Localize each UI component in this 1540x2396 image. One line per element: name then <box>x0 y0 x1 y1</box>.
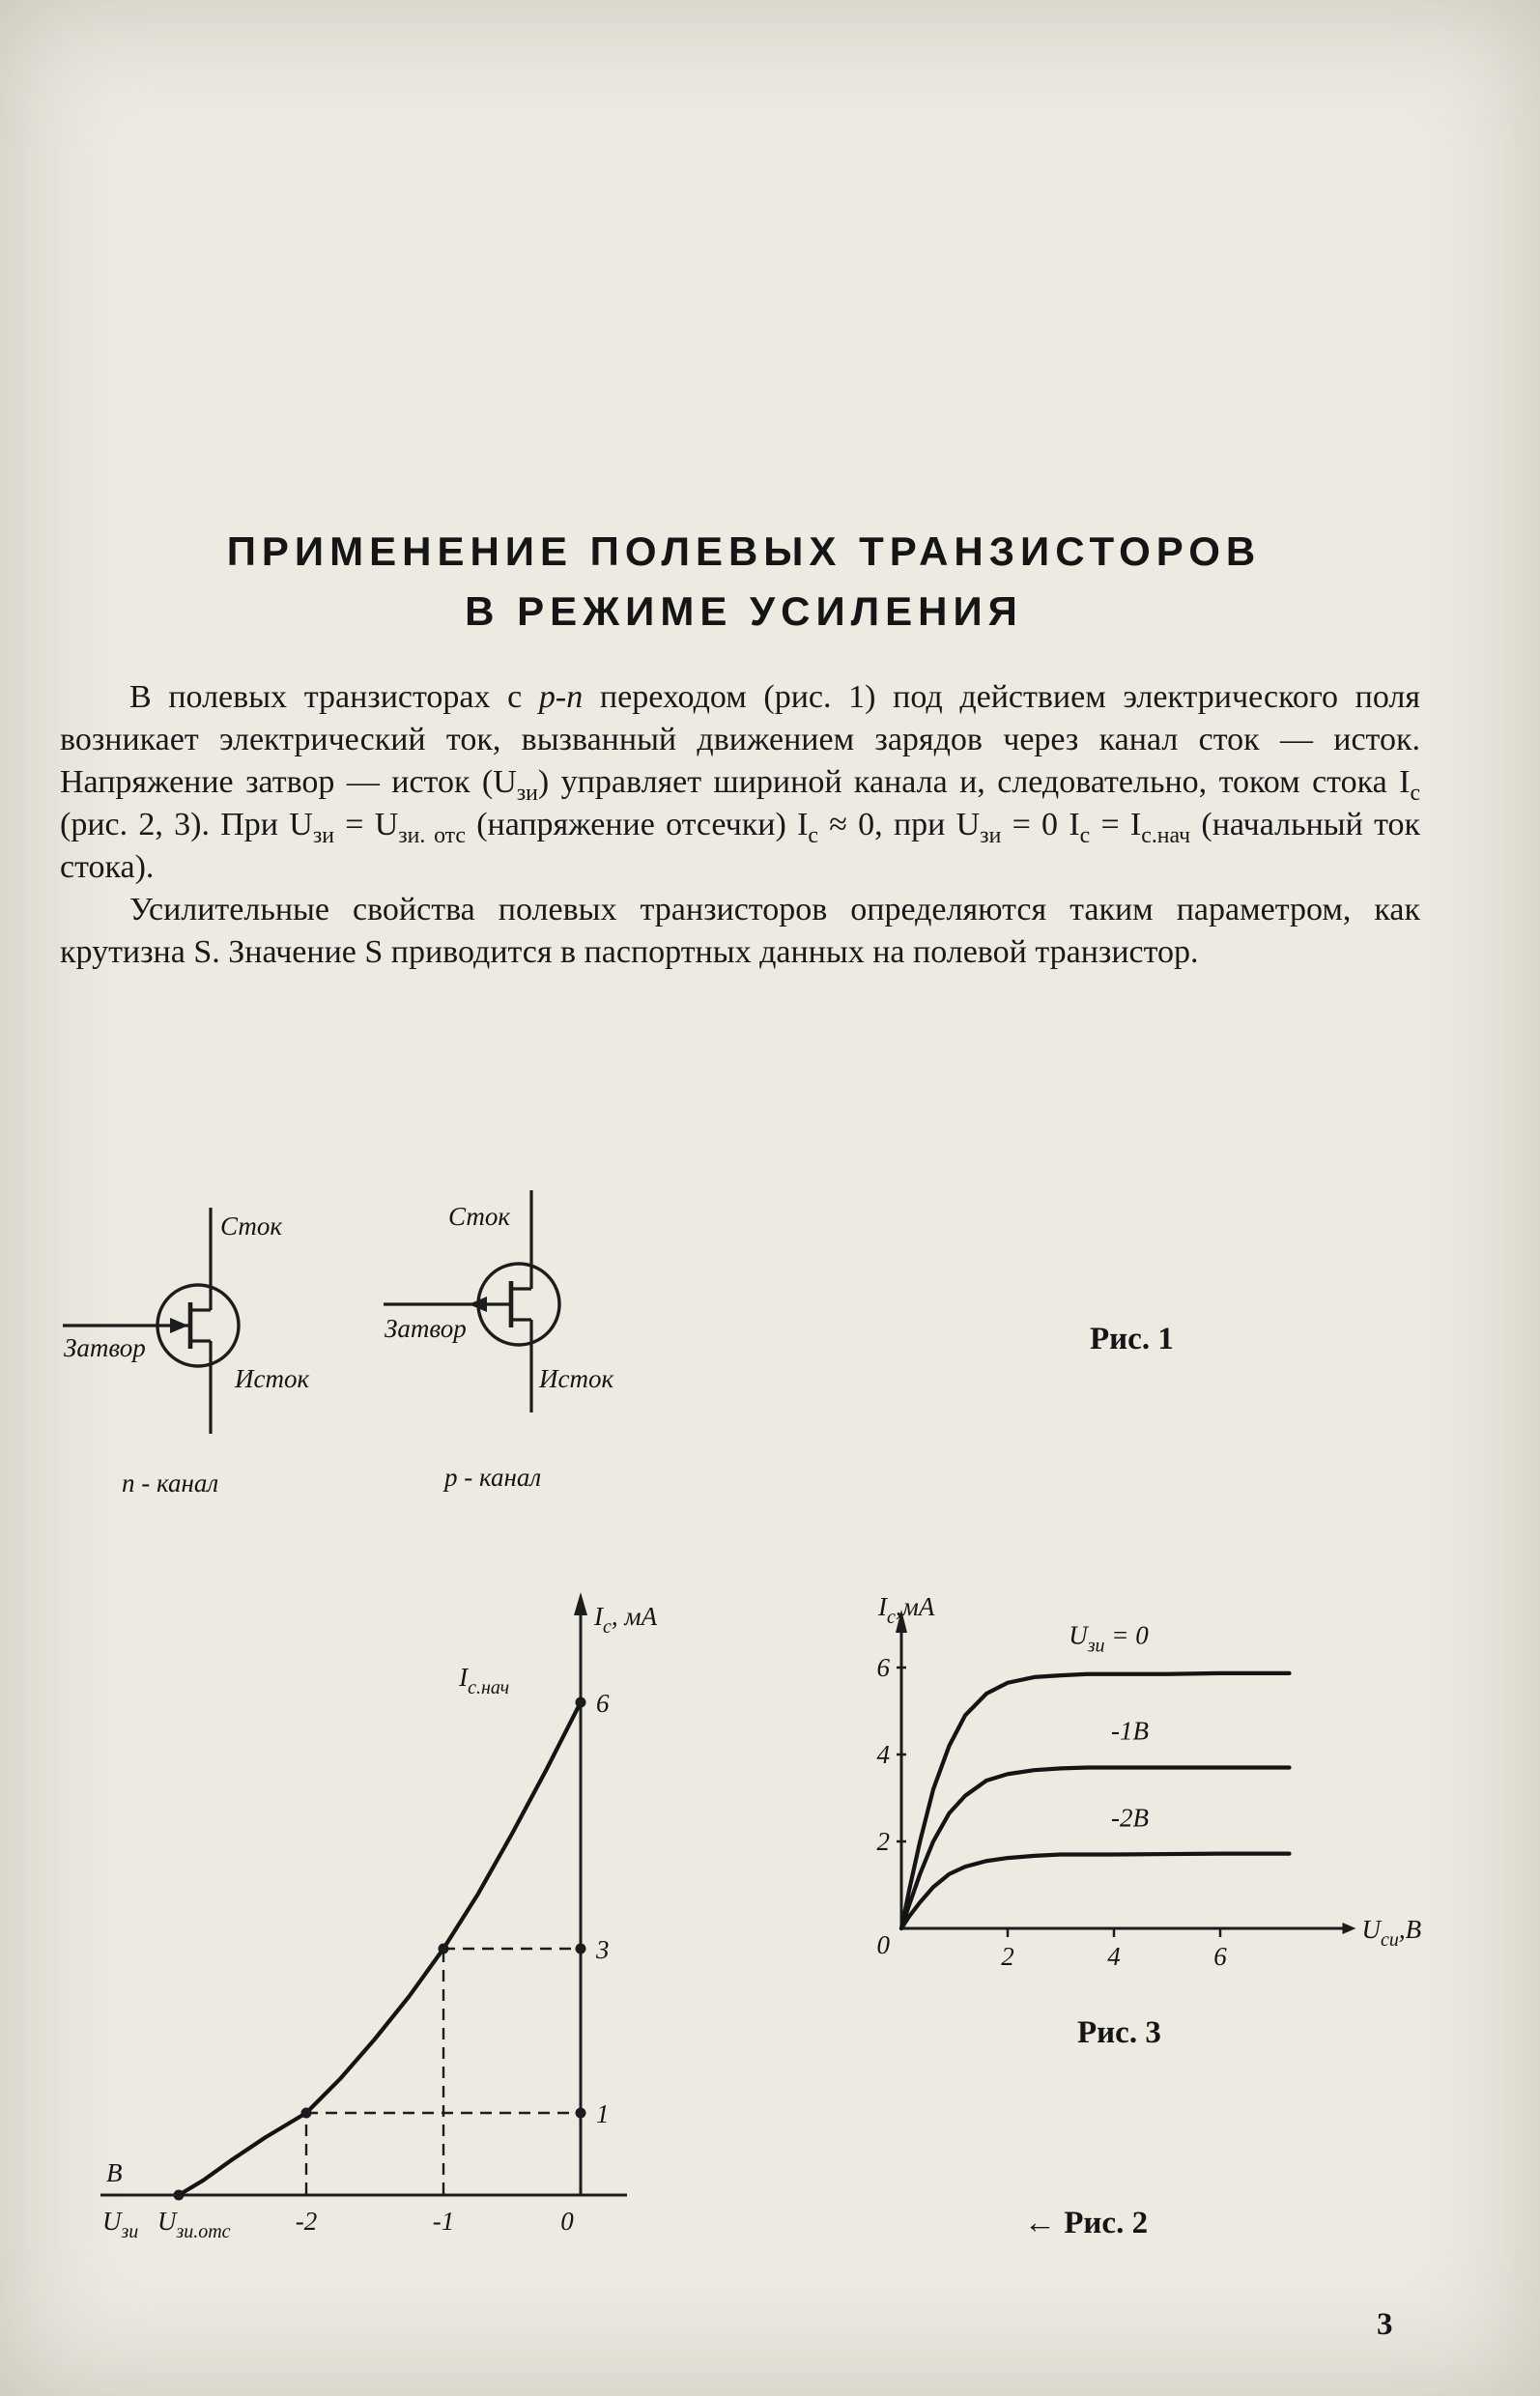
fig3-output-curve <box>901 1768 1290 1929</box>
page-title <box>84 522 1404 642</box>
body-text <box>60 676 1420 974</box>
fig2-data-point <box>439 1944 449 1954</box>
figure-2-transfer-characteristic-chart <box>56 1584 694 2261</box>
fig3-x-axis-label: $U_{си},В$ <box>1361 1915 1422 1951</box>
fig2-y-axis-arrow-icon <box>574 1592 587 1615</box>
figure-3-output-characteristics-chart <box>850 1594 1507 2000</box>
fig2-volt-unit-label: В <box>106 2158 123 2187</box>
drain-label: Сток <box>448 1202 511 1231</box>
source-label: Исток <box>235 1364 310 1393</box>
fig3-curve-label: -2В <box>1111 1803 1149 1833</box>
gate-label: Затвор <box>385 1314 467 1343</box>
fig3-y-axis-label: $I_с,мА$ <box>878 1592 935 1628</box>
fig3-y-tick-label: 2 <box>876 1827 890 1856</box>
fig2-x-axis-label: $U_{зи}$ <box>102 2207 139 2242</box>
fig3-x-axis-arrow-icon <box>1343 1923 1356 1934</box>
fig2-data-point <box>576 1697 586 1708</box>
drain-label: Сток <box>220 1212 283 1241</box>
fig2-data-point <box>301 2108 312 2119</box>
paragraph-2: Усилительные свойства полевых транзисторов определяются таким параметром, как крутизна S. Значение S приводится в паспортных данных на полевой транзистор. <box>60 892 1420 970</box>
fig3-curve-label: -1В <box>1111 1716 1149 1746</box>
gate-arrow-in-icon <box>170 1318 188 1333</box>
fig2-x-tick-label: -1 <box>432 2207 455 2236</box>
channel-type-label: n - канал <box>122 1469 219 1498</box>
jfet-symbol-p-channel <box>384 1190 613 1492</box>
fig3-curve-label: $U_{зи} = 0$ <box>1069 1620 1149 1657</box>
fig2-data-point <box>576 2108 586 2119</box>
source-label: Исток <box>539 1364 614 1393</box>
fig3-x-tick-label: 4 <box>1107 1942 1121 1971</box>
paragraph-1: В полевых транзисторах с p-n переходом (рис. 1) под действием электрического поля возникает электрический ток, вызванный движением зарядов через канал сток — исток. Напряжение затвор — исток $(U_{зи})$ управляет шириной канала и, следовательно, током стока $I_с$ (рис. 2, 3). При $U_{зи} = U_{зи. отс}$ (напряжение отсечки) $I_с \approx 0$, при $U_{зи} = 0$ $I_с = I_{с.нач}$ (начальный ток стока). <box>60 679 1421 885</box>
fig2-x-tick-label: -2 <box>295 2207 318 2236</box>
fig3-origin-label: 0 <box>876 1930 890 1959</box>
fig2-data-point <box>173 2190 184 2201</box>
fig2-y-tick-label: 1 <box>596 2099 610 2128</box>
fig3-y-tick-label: 4 <box>876 1740 890 1769</box>
title-line-1: ПРИМЕНЕНИЕ ПОЛЕВЫХ ТРАНЗИСТОРОВ <box>226 528 1262 574</box>
fig2-y-tick-label: 3 <box>596 1935 610 1964</box>
fig2-ic-nach-label: $I_{с.нач}$ <box>459 1663 510 1698</box>
fig2-y-tick-label: 6 <box>596 1689 610 1718</box>
figure-1-caption: Рис. 1 <box>1090 1322 1174 1356</box>
fig2-transfer-curve <box>179 1702 581 2195</box>
channel-type-label: p - канал <box>444 1463 542 1492</box>
figure-2-caption: ← Рис. 2 <box>1024 2206 1149 2240</box>
jfet-symbol-n-channel <box>63 1208 309 1498</box>
fig2-x-tick-label: 0 <box>560 2207 574 2236</box>
fig2-data-point <box>576 1944 586 1954</box>
fig3-x-tick-label: 6 <box>1213 1942 1227 1971</box>
title-line-2: В РЕЖИМЕ УСИЛЕНИЯ <box>465 588 1023 634</box>
fig2-y-axis-label: $I_с$, мА <box>594 1602 658 1638</box>
fig3-x-tick-label: 2 <box>1001 1942 1014 1971</box>
figure-1-jfet-symbols <box>39 1171 696 1519</box>
page-number: 3 <box>1377 2307 1393 2342</box>
gate-label: Затвор <box>64 1333 146 1362</box>
figure-3-caption: Рис. 3 <box>1077 2015 1161 2050</box>
fig3-output-curve <box>901 1854 1290 1928</box>
fig3-y-tick-label: 6 <box>876 1653 890 1682</box>
fig2-cutoff-label: $U_{зи.отс}$ <box>157 2207 231 2242</box>
